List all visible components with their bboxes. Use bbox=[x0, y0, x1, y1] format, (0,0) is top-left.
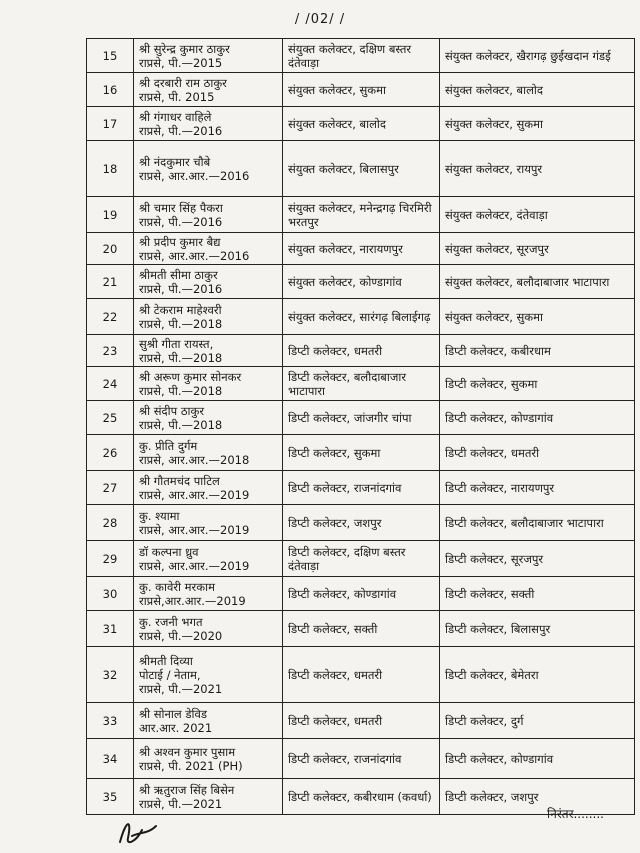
serial-number-cell: 29 bbox=[87, 541, 134, 577]
current-posting-cell: संयुक्त कलेक्टर, कोण्डागांव bbox=[283, 265, 440, 299]
new-posting-cell: संयुक्त कलेक्टर, सुकमा bbox=[440, 299, 635, 335]
officer-name-line: डॉ कल्पना ध्रुव bbox=[139, 544, 199, 559]
officer-name-line: राप्रसे, पी.—2016 bbox=[139, 123, 223, 138]
officer-name-line: राप्रसे, पी. 2015 bbox=[139, 89, 215, 104]
current-posting-cell: डिप्टी कलेक्टर, धमतरी bbox=[283, 703, 440, 739]
officer-name-cell bbox=[134, 73, 283, 107]
current-posting-cell: संयुक्त कलेक्टर, सुकमा bbox=[283, 73, 440, 107]
table-row bbox=[87, 367, 635, 401]
officer-name-line: श्री अरूण कुमार सोनकर bbox=[139, 369, 242, 384]
table-row bbox=[87, 233, 635, 265]
officer-name-line: आर.आर. 2021 bbox=[139, 720, 213, 735]
serial-number-cell: 33 bbox=[87, 703, 134, 739]
table-row bbox=[87, 611, 635, 647]
current-posting-cell: संयुक्त कलेक्टर, नारायणपुर bbox=[283, 233, 440, 265]
current-posting-cell: संयुक्त कलेक्टर, बिलासपुर bbox=[283, 141, 440, 197]
current-posting-cell: डिप्टी कलेक्टर, कबीरधाम (कवर्धा) bbox=[283, 779, 440, 815]
officer-name-line: राप्रसे, पी.—2018 bbox=[139, 350, 223, 365]
table-row bbox=[87, 577, 635, 611]
officer-name-line: श्री नंदकुमार चौबे bbox=[139, 154, 211, 169]
new-posting-cell: डिप्टी कलेक्टर, दुर्ग bbox=[440, 703, 635, 739]
serial-number-cell: 34 bbox=[87, 739, 134, 779]
table-row bbox=[87, 335, 635, 367]
new-posting-cell: डिप्टी कलेक्टर, बलौदाबाजार भाटापारा bbox=[440, 505, 635, 541]
officer-name-cell bbox=[134, 611, 283, 647]
officer-name-line: राप्रसे, आर.आर.—2019 bbox=[139, 487, 250, 502]
new-posting-cell: संयुक्त कलेक्टर, बालोद bbox=[440, 73, 635, 107]
officer-name-cell bbox=[134, 435, 283, 471]
officer-name-line: पोटाई / नेताम, bbox=[139, 667, 201, 682]
serial-number-cell: 21 bbox=[87, 265, 134, 299]
officer-name-line: राप्रसे, आर.आर.—2016 bbox=[139, 248, 250, 263]
current-posting-cell: संयुक्त कलेक्टर, बालोद bbox=[283, 107, 440, 141]
serial-number-cell: 31 bbox=[87, 611, 134, 647]
new-posting-cell: डिप्टी कलेक्टर, धमतरी bbox=[440, 435, 635, 471]
current-posting-cell: संयुक्त कलेक्टर, दक्षिण बस्तर दंतेवाड़ा bbox=[283, 39, 440, 73]
officer-name-line: राप्रसे, आर.आर.—2016 bbox=[139, 168, 250, 183]
serial-number-cell: 27 bbox=[87, 471, 134, 505]
officer-name-line: राप्रसे, पी. 2021 (PH) bbox=[139, 758, 243, 773]
current-posting-cell: डिप्टी कलेक्टर, धमतरी bbox=[283, 647, 440, 703]
postings-table bbox=[86, 38, 635, 815]
new-posting-cell: डिप्टी कलेक्टर, सक्ती bbox=[440, 577, 635, 611]
current-posting-cell: डिप्टी कलेक्टर, धमतरी bbox=[283, 335, 440, 367]
officer-name-line: राप्रसे, पी.—2018 bbox=[139, 383, 223, 398]
new-posting-cell: डिप्टी कलेक्टर, बिलासपुर bbox=[440, 611, 635, 647]
new-posting-cell: डिप्टी कलेक्टर, सुकमा bbox=[440, 367, 635, 401]
continued-text: निरंतर........ bbox=[547, 807, 604, 821]
officer-name-line: श्री सोनाल डेविड bbox=[139, 706, 208, 721]
current-posting-cell: डिप्टी कलेक्टर, कोण्डागांव bbox=[283, 577, 440, 611]
new-posting-cell: डिप्टी कलेक्टर, बेमेतरा bbox=[440, 647, 635, 703]
officer-name-cell bbox=[134, 367, 283, 401]
officer-name-line: कु. श्यामा bbox=[139, 508, 180, 523]
officer-name-cell bbox=[134, 739, 283, 779]
serial-number-cell: 28 bbox=[87, 505, 134, 541]
officer-name-cell bbox=[134, 233, 283, 265]
serial-number-cell: 22 bbox=[87, 299, 134, 335]
officer-name-line: राप्रसे,आर.आर.—2019 bbox=[139, 593, 246, 608]
officer-name-cell bbox=[134, 39, 283, 73]
serial-number-cell: 24 bbox=[87, 367, 134, 401]
officer-name-line: सुश्री गीता रायस्त, bbox=[139, 336, 214, 351]
officer-name-cell bbox=[134, 577, 283, 611]
officer-name-cell bbox=[134, 647, 283, 703]
officer-name-line: कु. कावेरी मरकाम bbox=[139, 579, 215, 594]
new-posting-cell: संयुक्त कलेक्टर, खैरागढ़ छुईखदान गंडई bbox=[440, 39, 635, 73]
officer-name-cell bbox=[134, 265, 283, 299]
signature-mark bbox=[112, 812, 162, 852]
officer-name-line: राप्रसे, पी.—2021 bbox=[139, 681, 223, 696]
serial-number-cell: 20 bbox=[87, 233, 134, 265]
officer-name-cell bbox=[134, 401, 283, 435]
table-row bbox=[87, 73, 635, 107]
officer-name-line: राप्रसे, पी.—2016 bbox=[139, 281, 223, 296]
new-posting-cell: डिप्टी कलेक्टर, जशपुर bbox=[440, 779, 635, 815]
officer-name-line: राप्रसे, पी.—2020 bbox=[139, 628, 223, 643]
table-row bbox=[87, 471, 635, 505]
new-posting-cell: डिप्टी कलेक्टर, नारायणपुर bbox=[440, 471, 635, 505]
new-posting-cell: संयुक्त कलेक्टर, सुकमा bbox=[440, 107, 635, 141]
officer-name-cell bbox=[134, 299, 283, 335]
new-posting-cell: डिप्टी कलेक्टर, कबीरधाम bbox=[440, 335, 635, 367]
officer-name-cell bbox=[134, 141, 283, 197]
officer-name-line: राप्रसे, पी.—2016 bbox=[139, 214, 223, 229]
current-posting-cell: डिप्टी कलेक्टर, बलौदाबाजार भाटापारा bbox=[283, 367, 440, 401]
table-row bbox=[87, 401, 635, 435]
table-row bbox=[87, 197, 635, 233]
serial-number-cell: 35 bbox=[87, 779, 134, 815]
serial-number-cell: 15 bbox=[87, 39, 134, 73]
officer-name-line: श्री प्रदीप कुमार बैद्य bbox=[139, 234, 221, 249]
table-row bbox=[87, 435, 635, 471]
current-posting-cell: डिप्टी कलेक्टर, जशपुर bbox=[283, 505, 440, 541]
officer-name-cell bbox=[134, 471, 283, 505]
officer-name-line: श्री अश्वन कुमार पुसाम bbox=[139, 744, 236, 759]
current-posting-cell: डिप्टी कलेक्टर, राजनांदगांव bbox=[283, 739, 440, 779]
officer-name-line: श्री सुरेन्द्र कुमार ठाकुर bbox=[139, 41, 230, 56]
officer-name-line: श्रीमती सीमा ठाकुर bbox=[139, 267, 218, 282]
serial-number-cell: 25 bbox=[87, 401, 134, 435]
officer-name-line: राप्रसे, पी.—2021 bbox=[139, 796, 223, 811]
officer-name-line: राप्रसे, आर.आर.—2018 bbox=[139, 452, 250, 467]
new-posting-cell: संयुक्त कलेक्टर, सूरजपुर bbox=[440, 233, 635, 265]
serial-number-cell: 18 bbox=[87, 141, 134, 197]
officer-name-line: श्री गौतमचंद पाटिल bbox=[139, 473, 220, 488]
officer-name-cell bbox=[134, 541, 283, 577]
new-posting-cell: संयुक्त कलेक्टर, रायपुर bbox=[440, 141, 635, 197]
new-posting-cell: डिप्टी कलेक्टर, सूरजपुर bbox=[440, 541, 635, 577]
serial-number-cell: 17 bbox=[87, 107, 134, 141]
current-posting-cell: संयुक्त कलेक्टर, सारंगढ़ बिलाईगढ़ bbox=[283, 299, 440, 335]
serial-number-cell: 16 bbox=[87, 73, 134, 107]
current-posting-cell: डिप्टी कलेक्टर, सक्ती bbox=[283, 611, 440, 647]
table-row bbox=[87, 505, 635, 541]
table-row bbox=[87, 265, 635, 299]
table-row bbox=[87, 541, 635, 577]
officer-name-line: श्री संदीप ठाकुर bbox=[139, 403, 205, 418]
officer-name-line: राप्रसे, आर.आर.—2019 bbox=[139, 558, 250, 573]
officer-name-cell bbox=[134, 703, 283, 739]
table-row bbox=[87, 299, 635, 335]
current-posting-cell: डिप्टी कलेक्टर, जांजगीर चांपा bbox=[283, 401, 440, 435]
serial-number-cell: 26 bbox=[87, 435, 134, 471]
page-number: / /02/ / bbox=[294, 12, 346, 27]
new-posting-cell: डिप्टी कलेक्टर, कोण्डागांव bbox=[440, 401, 635, 435]
officer-name-line: राप्रसे, पी.—2015 bbox=[139, 55, 223, 70]
officer-name-cell bbox=[134, 505, 283, 541]
officer-name-line: कु. प्रीति दुर्गम bbox=[139, 438, 198, 453]
officer-name-line: राप्रसे, पी.—2018 bbox=[139, 417, 223, 432]
current-posting-cell: संयुक्त कलेक्टर, मनेन्द्रगढ़ चिरमिरी भरतपुर bbox=[283, 197, 440, 233]
table-row bbox=[87, 703, 635, 739]
serial-number-cell: 19 bbox=[87, 197, 134, 233]
new-posting-cell: संयुक्त कलेक्टर, बलौदाबाजार भाटापारा bbox=[440, 265, 635, 299]
table-row bbox=[87, 107, 635, 141]
new-posting-cell: डिप्टी कलेक्टर, कोण्डागांव bbox=[440, 739, 635, 779]
table-row bbox=[87, 39, 635, 73]
officer-name-line: श्रीमती दिव्या bbox=[139, 653, 193, 668]
officer-name-line: कु. रजनी भगत bbox=[139, 614, 203, 629]
officer-name-cell bbox=[134, 335, 283, 367]
officer-name-line: श्री दरबारी राम ठाकुर bbox=[139, 75, 227, 90]
current-posting-cell: डिप्टी कलेक्टर, दक्षिण बस्तर दंतेवाड़ा bbox=[283, 541, 440, 577]
officer-name-cell bbox=[134, 197, 283, 233]
officer-name-line: श्री गंगाधर वाहिले bbox=[139, 109, 212, 124]
serial-number-cell: 30 bbox=[87, 577, 134, 611]
officer-name-line: राप्रसे, पी.—2018 bbox=[139, 316, 223, 331]
officer-name-line: राप्रसे, आर.आर.—2019 bbox=[139, 522, 250, 537]
officer-name-line: श्री चमार सिंह पैकरा bbox=[139, 200, 223, 215]
table-row bbox=[87, 141, 635, 197]
officer-name-line: श्री टेकराम माहेश्वरी bbox=[139, 302, 222, 317]
new-posting-cell: संयुक्त कलेक्टर, दंतेवाड़ा bbox=[440, 197, 635, 233]
current-posting-cell: डिप्टी कलेक्टर, सुकमा bbox=[283, 435, 440, 471]
serial-number-cell: 23 bbox=[87, 335, 134, 367]
officer-name-cell bbox=[134, 107, 283, 141]
postings-table-body bbox=[87, 39, 635, 815]
table-row bbox=[87, 739, 635, 779]
officer-name-line: श्री ऋतुराज सिंह बिसेन bbox=[139, 782, 235, 797]
officer-name-cell bbox=[134, 779, 283, 815]
table-row bbox=[87, 647, 635, 703]
current-posting-cell: डिप्टी कलेक्टर, राजनांदगांव bbox=[283, 471, 440, 505]
serial-number-cell: 32 bbox=[87, 647, 134, 703]
